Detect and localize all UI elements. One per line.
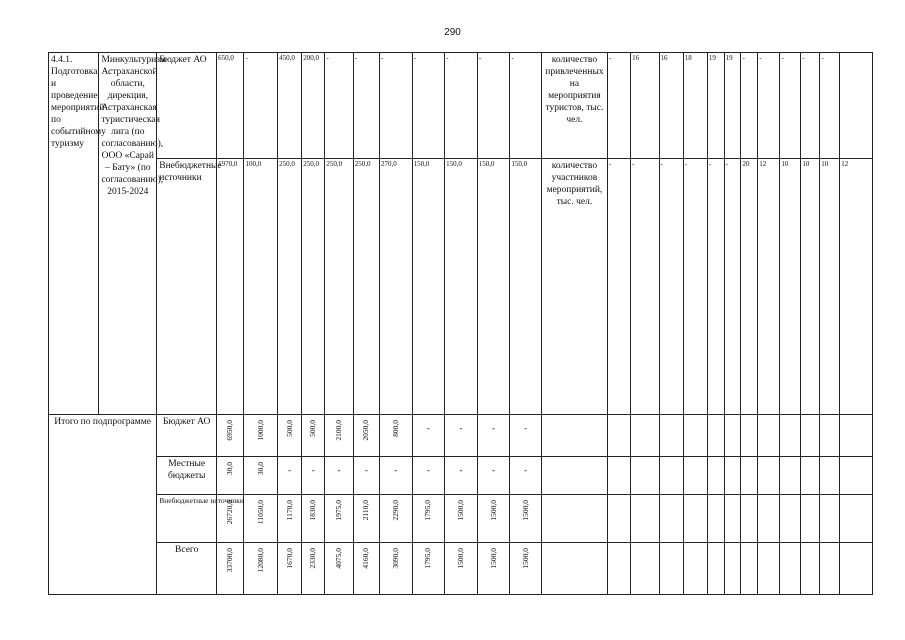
target-cell: 16 — [631, 53, 659, 159]
total-cell: 500,0 — [278, 415, 302, 457]
value-cell: 200,0 — [302, 53, 325, 159]
value-cell: - — [477, 53, 510, 159]
total-cell: 2100,0 — [325, 415, 353, 457]
total-cell: 12080,0 — [244, 543, 278, 595]
total-cell: 1830,0 — [302, 495, 325, 543]
target-cell: 10 — [801, 159, 820, 415]
value-cell: 150,0 — [445, 159, 478, 415]
total-cell: - — [302, 457, 325, 495]
total-cell: - — [353, 457, 379, 495]
total-cell: 2330,0 — [302, 543, 325, 595]
target-cell: 20 — [741, 159, 758, 415]
target-cell: 12 — [840, 159, 873, 415]
executor-cell — [99, 53, 166, 415]
value-cell: - — [325, 53, 353, 159]
funding-source: Внебюджетные источники — [157, 495, 217, 543]
total-cell: - — [477, 457, 510, 495]
value-cell: 100,0 — [244, 159, 278, 415]
value-cell: - — [510, 53, 542, 159]
target-cell: - — [741, 53, 758, 159]
totals-label: Итого по подпрограмме — [49, 415, 157, 595]
target-cell: 10 — [820, 159, 840, 415]
value-cell: - — [244, 53, 278, 159]
target-cell: - — [758, 53, 780, 159]
total-cell: 30,0 — [217, 457, 244, 495]
value-cell: 450,0 — [278, 53, 302, 159]
row-extrabudget — [49, 159, 873, 415]
total-cell: 33700,0 — [217, 543, 244, 595]
target-cell — [840, 53, 873, 159]
total-row-all — [49, 543, 873, 595]
funding-source: Бюджет АО — [157, 415, 217, 457]
target-cell: - — [820, 53, 840, 159]
executor: Минкультуризм Астраханской области, дирекция, Астраханская туристическая лига (по согласованию), ООО «Сарай – Бату» (по согласованию), 2015-2024 — [101, 55, 166, 197]
total-cell: - — [325, 457, 353, 495]
target-cell: - — [707, 159, 724, 415]
row-code: 4.4.1. — [51, 55, 73, 65]
value-cell: 250,0 — [325, 159, 353, 415]
value-cell: 150,0 — [477, 159, 510, 415]
total-cell: 30,0 — [244, 457, 278, 495]
target-cell: 12 — [758, 159, 780, 415]
row-title: Подготовка и проведение мероприятий по событийному туризму — [51, 67, 106, 149]
total-cell: - — [510, 415, 542, 457]
target-cell: 10 — [780, 159, 801, 415]
total-cell: - — [445, 457, 478, 495]
value-cell: 250,0 — [302, 159, 325, 415]
total-cell: 1975,0 — [325, 495, 353, 543]
total-cell: 1170,0 — [278, 495, 302, 543]
row-code-title-cell — [49, 53, 106, 415]
value-cell: 250,0 — [353, 159, 379, 415]
value-cell: - — [445, 53, 478, 159]
total-cell: - — [412, 415, 445, 457]
indicator-cell: количество участников мероприятий, тыс. чел. — [541, 159, 607, 415]
total-cell: 1795,0 — [412, 543, 445, 595]
funding-source: Всего — [157, 543, 217, 595]
indicator-cell: количество привлеченных на мероприятия туристов, тыс. чел. — [541, 53, 607, 159]
total-cell: - — [412, 457, 445, 495]
page-number: 290 — [444, 27, 461, 38]
total-cell: 1000,0 — [244, 415, 278, 457]
total-row-budget-ao — [49, 415, 873, 457]
total-cell: 1500,0 — [510, 495, 542, 543]
value-cell: 150,0 — [412, 159, 445, 415]
total-row-extrabudget — [49, 495, 873, 543]
funding-source: Внебюджетные источники — [157, 159, 217, 415]
total-cell: - — [380, 457, 413, 495]
value-cell: - — [412, 53, 445, 159]
target-cell: - — [608, 53, 631, 159]
total-cell: 500,0 — [302, 415, 325, 457]
target-cell: - — [801, 53, 820, 159]
value-cell: 250,0 — [278, 159, 302, 415]
value-cell: - — [353, 53, 379, 159]
target-cell: - — [724, 159, 741, 415]
total-cell: 4075,0 — [325, 543, 353, 595]
funding-source: Местные бюджеты — [157, 457, 217, 495]
total-cell: 1500,0 — [477, 495, 510, 543]
target-cell: - — [659, 159, 683, 415]
total-cell: 2050,0 — [353, 415, 379, 457]
total-cell: 1795,0 — [412, 495, 445, 543]
total-cell: 1500,0 — [510, 543, 542, 595]
total-cell: - — [477, 415, 510, 457]
total-cell: - — [445, 415, 478, 457]
total-cell: 2290,0 — [380, 495, 413, 543]
target-cell: 19 — [707, 53, 724, 159]
total-cell: 2110,0 — [353, 495, 379, 543]
target-cell: - — [780, 53, 801, 159]
total-cell: - — [510, 457, 542, 495]
value-cell: 1970,0 — [217, 159, 244, 415]
target-cell: - — [608, 159, 631, 415]
program-table — [48, 52, 873, 595]
funding-source: Бюджет АО — [157, 53, 217, 159]
target-cell: 19 — [724, 53, 741, 159]
total-cell: 26720,0 — [217, 495, 244, 543]
value-cell: 650,0 — [217, 53, 244, 159]
total-row-local — [49, 457, 873, 495]
total-cell: 1500,0 — [477, 543, 510, 595]
value-cell: 150,0 — [510, 159, 542, 415]
row-budget-ao — [49, 53, 873, 159]
total-cell: 3090,0 — [380, 543, 413, 595]
target-cell: - — [683, 159, 707, 415]
total-cell: 1500,0 — [445, 495, 478, 543]
value-cell: 270,0 — [380, 159, 413, 415]
target-cell: - — [631, 159, 659, 415]
target-cell: 18 — [683, 53, 707, 159]
total-cell: 800,0 — [380, 415, 413, 457]
total-cell: - — [278, 457, 302, 495]
value-cell: - — [380, 53, 413, 159]
total-cell: 11050,0 — [244, 495, 278, 543]
target-cell: 16 — [659, 53, 683, 159]
total-cell: 1500,0 — [445, 543, 478, 595]
total-cell: 6950,0 — [217, 415, 244, 457]
total-cell: 1670,0 — [278, 543, 302, 595]
total-cell: 4160,0 — [353, 543, 379, 595]
